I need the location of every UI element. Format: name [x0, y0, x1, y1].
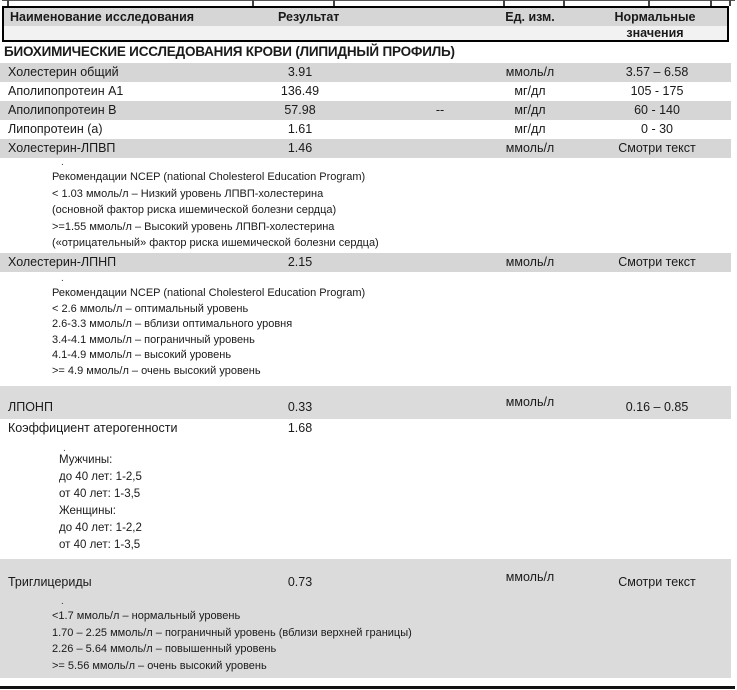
- result-value: 1.68: [287, 421, 313, 435]
- header-col-normal-line2: значения: [626, 26, 684, 40]
- reference-range: Смотри текст: [618, 255, 696, 269]
- bottom-border-line: [0, 686, 735, 689]
- unit-label: ммоль/л: [505, 395, 555, 409]
- triglycerides-reference-note: [52, 608, 412, 674]
- result-value: 57.98: [284, 103, 316, 117]
- analyte-name: Липопротеин (а): [8, 122, 103, 136]
- result-value: 3.91: [287, 65, 313, 79]
- note-dot: .: [63, 443, 66, 454]
- grid-tick: [729, 0, 731, 6]
- note-line: Рекомендации NCEP (national Cholesterol Education Program): [52, 287, 366, 299]
- table-row-hdl-cholesterol: [0, 139, 731, 158]
- header-col-normal: Нормальные: [614, 10, 696, 24]
- analyte-name: Коэффициент атерогенности: [8, 421, 178, 435]
- header-col-result: Результат: [278, 10, 340, 24]
- unit-label: мг/дл: [514, 103, 546, 117]
- atherogenic-reference-note: [59, 452, 142, 554]
- analyte-name: Холестерин-ЛПВП: [8, 141, 116, 155]
- reference-range: 3.57 – 6.58: [625, 65, 689, 79]
- hdl-reference-note: [52, 169, 379, 252]
- table-header: [2, 6, 729, 42]
- note-line: 4.1-4.9 ммоль/л – высокий уровень: [52, 349, 232, 362]
- note-line: < 2.6 ммоль/л – оптимальный уровень: [52, 302, 249, 315]
- note-line: >= 5.56 ммоль/л – очень высокий уровень: [52, 659, 267, 672]
- table-row-vldl: [0, 386, 731, 419]
- reference-range: Смотри текст: [618, 141, 696, 155]
- analyte-name: Аполипопротеин B: [8, 103, 117, 117]
- note-line: (основной фактор риска ишемической болезни сердца): [52, 204, 337, 216]
- table-row-atherogenic-coefficient: [0, 419, 731, 438]
- result-value: 0.73: [287, 575, 313, 589]
- section-title: БИОХИМИЧЕСКИЕ ИССЛЕДОВАНИЯ КРОВИ (ЛИПИДНЫЙ ПРОФИЛЬ): [4, 44, 455, 59]
- unit-label: ммоль/л: [505, 65, 555, 79]
- note-line: до 40 лет: 1-2,2: [59, 522, 142, 534]
- table-row-total-cholesterol: [0, 63, 731, 82]
- header-col-name: Наименование исследования: [10, 10, 195, 24]
- note-line: Мужчины:: [59, 454, 113, 466]
- note-line: 3.4-4.1 ммоль/л – пограничный уровень: [52, 333, 255, 346]
- result-value: 1.61: [287, 122, 313, 136]
- table-row-apolipoprotein-a1: [0, 82, 731, 101]
- table-row-ldl-cholesterol: [0, 253, 731, 272]
- note-dot: .: [61, 596, 64, 607]
- result-flag: --: [435, 103, 445, 117]
- note-line: от 40 лет: 1-3,5: [59, 488, 141, 500]
- table-row-apolipoprotein-b: [0, 101, 731, 120]
- unit-label: ммоль/л: [505, 570, 555, 584]
- note-line: от 40 лет: 1-3,5: [59, 539, 141, 551]
- header-col-unit: Ед. изм.: [505, 10, 555, 24]
- ldl-reference-note: [52, 286, 365, 380]
- result-value: 1.46: [287, 141, 313, 155]
- reference-range: Смотри текст: [618, 575, 696, 589]
- top-border-line: [2, 0, 735, 1]
- note-dot: .: [61, 157, 64, 168]
- note-line: до 40 лет: 1-2,5: [59, 471, 142, 483]
- result-value: 136.49: [280, 84, 320, 98]
- note-line: Рекомендации NCEP (national Cholesterol Education Program): [52, 171, 366, 183]
- note-line: >=1.55 ммоль/л – Высокий уровень ЛПВП-холестерина: [52, 220, 335, 233]
- note-line: >= 4.9 ммоль/л – очень высокий уровень: [52, 364, 261, 377]
- analyte-name: Аполипопротеин A1: [8, 84, 124, 98]
- analyte-name: Триглицериды: [8, 575, 92, 589]
- unit-label: мг/дл: [514, 122, 546, 136]
- unit-label: ммоль/л: [505, 141, 555, 155]
- unit-label: мг/дл: [514, 84, 546, 98]
- note-line: <1.7 ммоль/л – нормальный уровень: [52, 610, 241, 622]
- reference-range: 60 - 140: [634, 103, 680, 117]
- note-line: 2.6-3.3 ммоль/л – вблизи оптимального уровня: [52, 318, 293, 331]
- table-header-top-band: [4, 8, 727, 26]
- note-line: < 1.03 ммоль/л – Низкий уровень ЛПВП-холестерина: [52, 187, 324, 200]
- note-dot: .: [61, 273, 64, 284]
- unit-label: ммоль/л: [505, 255, 555, 269]
- reference-range: 0 - 30: [641, 122, 673, 136]
- analyte-name: ЛПОНП: [8, 400, 53, 414]
- result-value: 0.33: [287, 400, 313, 414]
- reference-range: 105 - 175: [630, 84, 684, 98]
- note-line: 1.70 – 2.25 ммоль/л – пограничный уровень (вблизи верхней границы): [52, 626, 412, 639]
- reference-range: 0.16 – 0.85: [625, 400, 689, 414]
- table-row-lipoprotein-a: [0, 120, 731, 139]
- analyte-name: Холестерин общий: [8, 65, 119, 79]
- note-line: Женщины:: [59, 505, 116, 517]
- result-value: 2.15: [287, 255, 313, 269]
- analyte-name: Холестерин-ЛПНП: [8, 255, 117, 269]
- table-row-triglycerides: [0, 559, 731, 678]
- note-line: («отрицательный» фактор риска ишемической болезни сердца): [52, 237, 379, 249]
- note-line: 2.26 – 5.64 ммоль/л – повышенный уровень: [52, 643, 277, 655]
